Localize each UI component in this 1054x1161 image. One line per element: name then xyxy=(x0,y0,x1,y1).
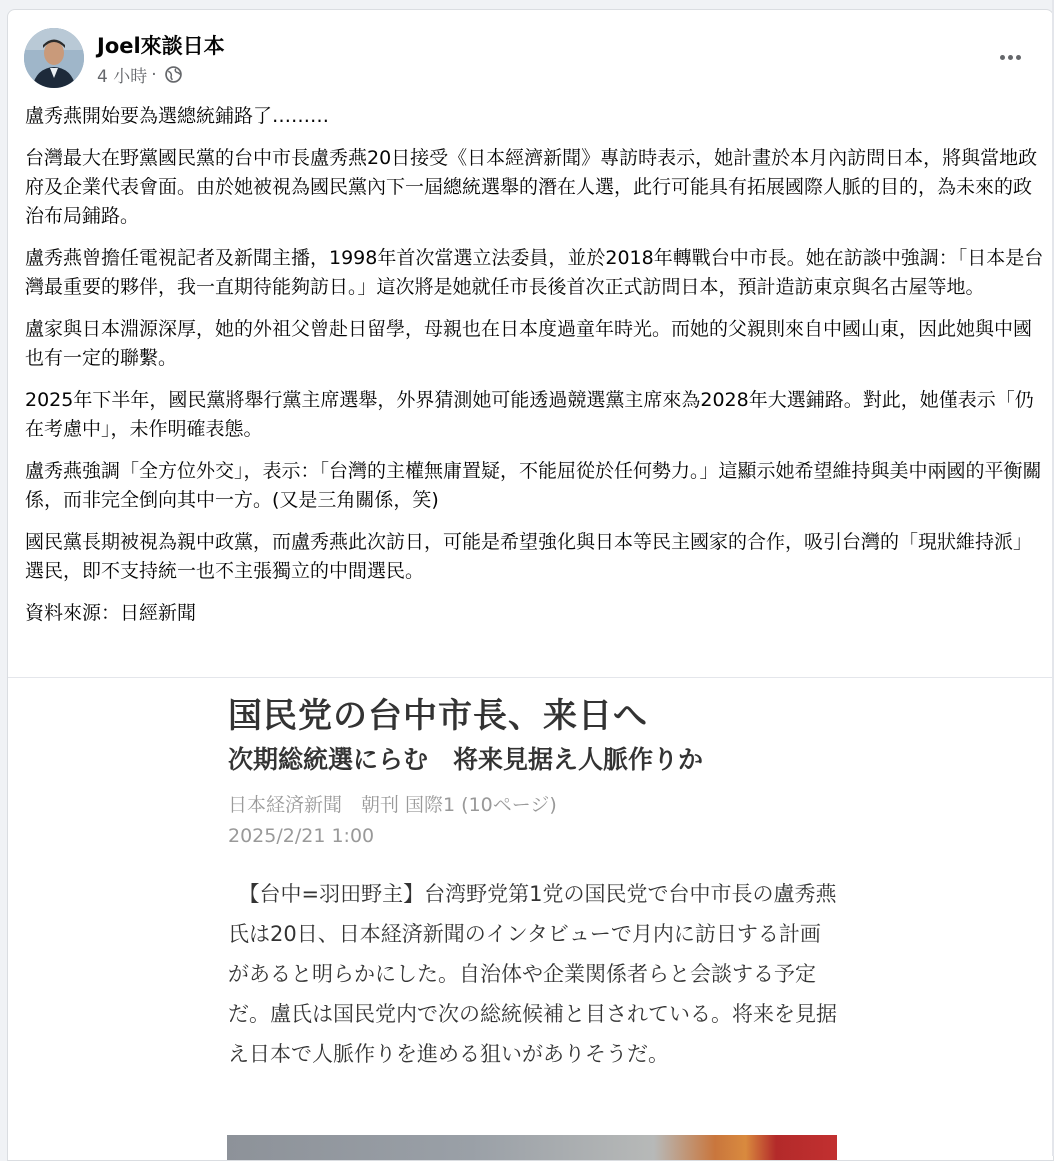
post-paragraph: 盧家與日本淵源深厚，她的外祖父曾赴日留學，母親也在日本度過童年時光。而她的父親則來自中國山東，因此她與中國也有一定的聯繫。 xyxy=(25,318,1033,369)
article-body: 【台中=羽田野主】台湾野党第1党の国民党で台中市長の盧秀燕氏は20日、日本経済新聞のインタビューで月内に訪日する計画があると明らかにした。自治体や企業関係者らと会談する予定だ。盧氏は国民党内で次の総統候補と目されている。将来を見据え日本で人脈作りを進める狙いがありそうだ。 xyxy=(228,882,837,1066)
globe-icon xyxy=(165,66,182,83)
author-avatar[interactable] xyxy=(24,28,84,88)
article-photo xyxy=(227,1135,837,1161)
post-paragraph: 盧秀燕開始要為選總統鋪路了……… xyxy=(25,105,330,127)
post-paragraph: 2025年下半年，國民黨將舉行黨主席選舉，外界猜測她可能透過競選黨主席來為2028年大選鋪路。對此，她僅表示「仍在考慮中」，未作明確表態。 xyxy=(25,389,1034,440)
author-name[interactable]: Joel來談日本 xyxy=(97,34,225,58)
post-meta xyxy=(97,62,182,87)
post-paragraph: 盧秀燕強調「全方位外交」，表示：「台灣的主權無庸置疑，不能屈從於任何勢力。」這顯示她希望維持與美中兩國的平衡關係，而非完全倒向其中一方。(又是三角關係，笑) xyxy=(25,460,1042,511)
post-card xyxy=(7,9,1054,1161)
post-body xyxy=(25,102,1045,641)
avatar-image xyxy=(24,28,84,88)
more-options-icon[interactable] xyxy=(995,47,1025,67)
post-time[interactable]: 4 小時 xyxy=(97,67,148,87)
article-source: 日本経済新聞 朝刊 国際1 (10ページ) xyxy=(228,794,557,816)
post-image[interactable] xyxy=(8,677,1053,1161)
article-subtitle: 次期総統選にらむ 将来見据え人脈作りか xyxy=(228,745,704,774)
meta-separator: · xyxy=(151,64,157,85)
post-header xyxy=(24,27,1037,91)
post-paragraph: 台灣最大在野黨國民黨的台中市長盧秀燕20日接受《日本經濟新聞》專訪時表示，她計畫於本月內訪問日本，將與當地政府及企業代表會面。由於她被視為國民黨內下一屆總統選舉的潛在人選，此行可能具有拓展國際人脈的目的，為未來的政治布局鋪路。 xyxy=(25,147,1038,227)
post-paragraph: 盧秀燕曾擔任電視記者及新聞主播，1998年首次當選立法委員，並於2018年轉戰台中市長。她在訪談中強調：「日本是台灣最重要的夥伴，我一直期待能夠訪日。」這次將是她就任市長後首次正式訪問日本，預計造訪東京與名古屋等地。 xyxy=(25,247,1044,298)
top-gap xyxy=(0,0,1054,8)
article-date: 2025/2/21 1:00 xyxy=(228,825,375,847)
article-title: 国民党の台中市長、来日へ xyxy=(228,696,648,736)
post-paragraph: 國民黨長期被視為親中政黨，而盧秀燕此次訪日，可能是希望強化與日本等民主國家的合作，吸引台灣的「現狀維持派」選民，即不支持統一也不主張獨立的中間選民。 xyxy=(25,531,1033,582)
post-paragraph: 資料來源：日經新聞 xyxy=(25,602,197,624)
